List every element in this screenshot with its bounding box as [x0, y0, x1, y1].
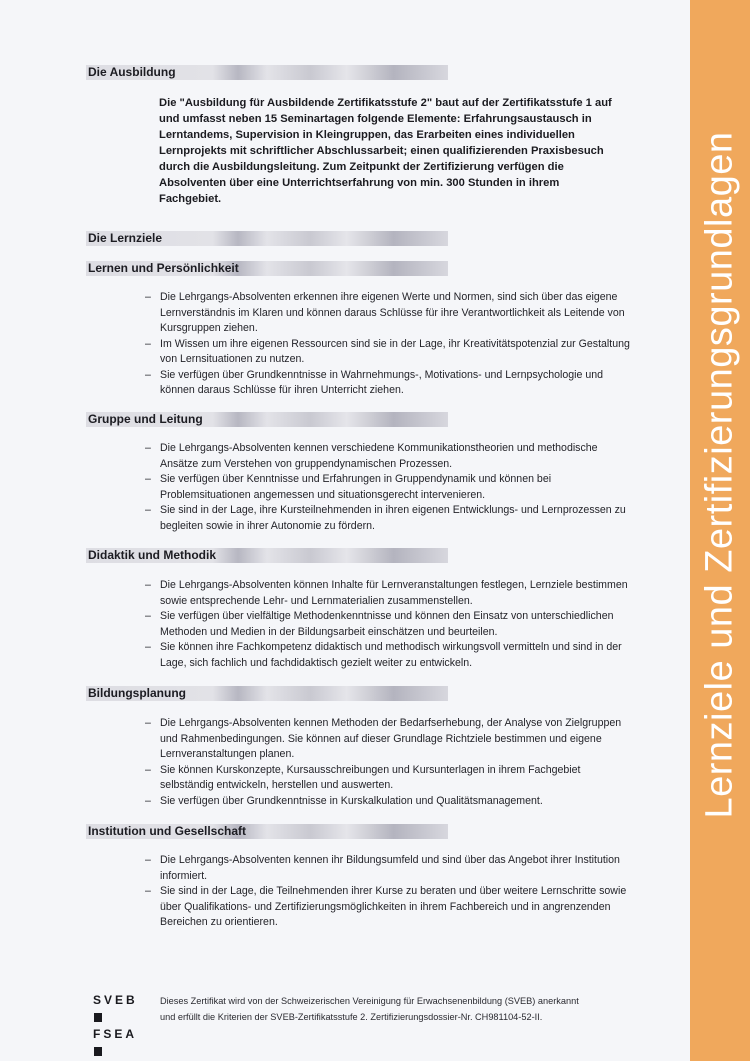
list-item: – Die Lehrgangs-Absolventen kennen ihr Bildungsumfeld und sind über das Angebot ihrer Institution informiert.	[145, 853, 635, 884]
sidebar-band	[690, 0, 750, 1061]
heading-institution: Institution und Gesellschaft	[86, 824, 448, 839]
heading-gruppe: Gruppe und Leitung	[86, 412, 448, 427]
list-item: – Sie sind in der Lage, die Teilnehmenden ihrer Kurse zu beraten und über weitere Lernschritte sowie über Qualifikations- und Zertifizierungsmöglichkeiten in ihrem Fachbereich und in angrenzenden Bereichen zu orientieren.	[145, 884, 635, 931]
heading-ausbildung: Die Ausbildung	[86, 65, 448, 80]
list-item: – Sie sind in der Lage, ihre Kursteilnehmenden in ihren eigenen Entwicklungs- und Lernprozessen zu begleiten sowie in ihrer Autonomie zu fördern.	[145, 503, 635, 534]
heading-lernen: Lernen und Persönlichkeit	[86, 261, 448, 276]
list-item: – Sie verfügen über Kenntnisse und Erfahrungen in Gruppendynamik und können bei Problemsituationen angemessen und situationsgerecht intervenieren.	[145, 472, 635, 503]
list-item: – Sie können Kurskonzepte, Kursausschreibungen und Kursunterlagen in ihrem Fachgebiet selbständig entwickeln, herstellen und auswerten.	[145, 763, 635, 794]
list-item: – Im Wissen um ihre eigenen Ressourcen sind sie in der Lage, ihr Kreativitätspotenzial zur Gestaltung von Lernsituationen zu nutzen.	[145, 337, 635, 368]
list-gruppe	[145, 441, 635, 534]
list-institution	[145, 853, 635, 931]
list-planung	[145, 716, 635, 809]
heading-planung: Bildungsplanung	[86, 686, 448, 701]
list-item: – Die Lehrgangs-Absolventen kennen Methoden der Bedarfserhebung, der Analyse von Zielgruppen und Rahmenbedingungen. Sie können auf dieser Grundlage Richtziele bestimmen und eigene Lernveranstaltungen planen.	[145, 716, 635, 763]
list-lernen	[145, 290, 635, 399]
list-item: – Sie verfügen über vielfältige Methodenkenntnisse und können den Einsatz von unterschiedlichen Methoden und Medien in der Bildungsarbeit einschätzen und beurteilen.	[145, 609, 635, 640]
footer-line: und erfüllt die Kriterien der SVEB-Zertifikatsstufe 2. Zertifizierungsdossier-Nr. CH981104-52-II.	[160, 1012, 543, 1022]
list-item: – Sie verfügen über Grundkenntnisse in Wahrnehmungs-, Motivations- und Lernpsychologie und können daraus Schlüsse für ihren Unterricht ziehen.	[145, 368, 635, 399]
heading-didaktik: Didaktik und Methodik	[86, 548, 448, 563]
intro-paragraph	[159, 95, 619, 207]
list-item: – Die Lehrgangs-Absolventen können Inhalte für Lernveranstaltungen festlegen, Lernziele bestimmen sowie entsprechende Lehr- und Lernmaterialien zusammenstellen.	[145, 578, 635, 609]
sveb-logo: SVEB FSEA	[93, 992, 155, 1060]
footer-line: Dieses Zertifikat wird von der Schweizerischen Vereinigung für Erwachsenenbildung (SVEB) anerkannt	[160, 996, 579, 1006]
list-item: – Sie verfügen über Grundkenntnisse in Kurskalkulation und Qualitätsmanagement.	[145, 794, 635, 810]
sidebar-title: Lernziele und Zertifizierungsgrundlagen	[698, 131, 741, 819]
footer-text	[160, 993, 640, 1025]
list-item: – Die Lehrgangs-Absolventen kennen verschiedene Kommunikationstheorien und methodische Ansätze zum Verstehen von gruppendynamischen Prozessen.	[145, 441, 635, 472]
list-item: – Die Lehrgangs-Absolventen erkennen ihre eigenen Werte und Normen, sind sich über das eigene Lernverständnis im Klaren und können daraus Schlüsse für ihre Verantwortlichkeit als Leitende von Kursgruppen ziehen.	[145, 290, 635, 337]
heading-lernziele: Die Lernziele	[86, 231, 448, 246]
intro-text: Die "Ausbildung für Ausbildende Zertifikatsstufe 2" baut auf der Zertifikatsstufe 1 auf und umfasst neben 15 Seminartagen folgende Elemente: Erfahrungsaustausch in Lerntandems, Supervision in Kleingruppen, das Erarbeiten eines individuellen Lernprojekts mit schriftlicher Abschlussarbeit; einen qualifizierenden Praxisbesuch durch die Ausbildungsleitung. Zum Zeitpunkt der Zertifizierung verfügen die Absolventen über eine Unterrichtserfahrung von min. 300 Stunden in ihrem Fachgebiet.	[159, 97, 612, 205]
list-item: – Sie können ihre Fachkompetenz didaktisch und methodisch wirkungsvoll vermitteln und sind in der Lage, sich fachlich und fachdidaktisch gezielt weiter zu entwickeln.	[145, 640, 635, 671]
list-didaktik	[145, 578, 635, 671]
